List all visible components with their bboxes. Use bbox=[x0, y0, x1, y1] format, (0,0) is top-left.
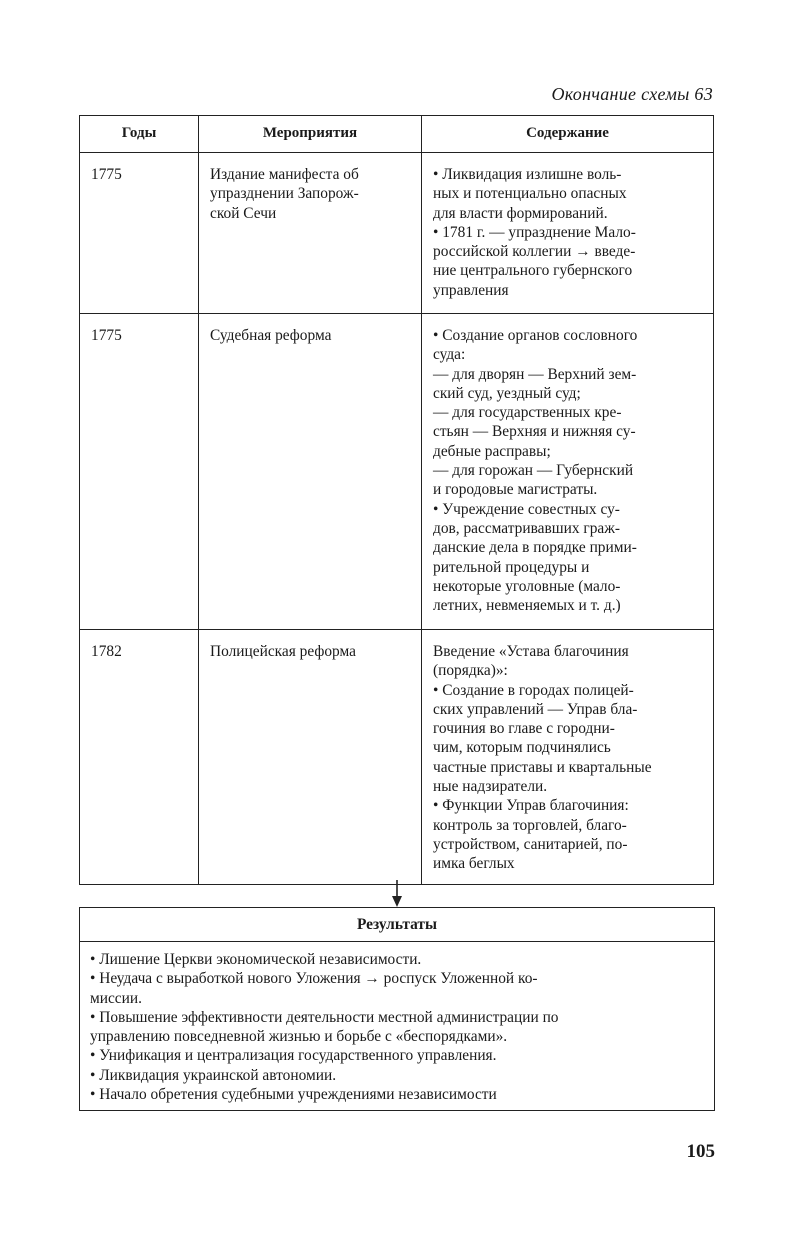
page-number: 105 bbox=[686, 1141, 715, 1162]
list-item: • Унификация и централизация государственного управления. bbox=[90, 1047, 497, 1065]
results-title: Результаты bbox=[80, 908, 714, 942]
list-item: • Начало обретения судебными учреждениями независимости bbox=[90, 1086, 497, 1104]
list-item: управлению повседневной жизнью и борьбе с «беспорядками». bbox=[90, 1028, 508, 1046]
content-cell: • Ликвидация излишне воль- ных и потенциально опасных для власти формирований. • 1781 г. — упразднение Мало- российской коллегии → введе- ние центрального губернского управления bbox=[422, 153, 714, 314]
table-row bbox=[80, 314, 714, 630]
event-cell: Издание манифеста об упразднении Запорож- ской Сечи bbox=[199, 153, 422, 314]
year-cell: 1782 bbox=[80, 630, 199, 885]
list-item: • Повышение эффективности деятельности местной администрации по bbox=[90, 1008, 559, 1026]
header-years: Годы bbox=[80, 116, 199, 153]
year-cell: 1775 bbox=[80, 314, 199, 630]
content-cell: • Создание органов сословного суда: — для дворян — Верхний зем- ский суд, уездный суд; — для государственных кре- стьян — Верхняя и нижняя су- дебные расправы; — для горожан — Губернский и городовые магистраты. • Учреждение совестных су- дов, рассматривавших граж- данские дела в порядке прими- рительной процедуры и некоторые уголовные (мало- летних, невменяемых и т. д.) bbox=[422, 314, 714, 630]
list-item: • Ликвидация украинской автономии. bbox=[90, 1066, 337, 1084]
list-item: • Лишение Церкви экономической независимости. bbox=[90, 951, 422, 968]
table-row bbox=[80, 153, 714, 314]
list-item: • Неудача с выработкой нового Уложения → роспуск Уложенной ко- bbox=[90, 970, 538, 988]
header-events: Мероприятия bbox=[199, 116, 422, 153]
scheme-caption: Окончание схемы 63 bbox=[551, 84, 713, 104]
year-cell: 1775 bbox=[80, 153, 199, 314]
list-item: миссии. bbox=[90, 989, 142, 1007]
header-content: Содержание bbox=[422, 116, 714, 153]
event-cell: Полицейская реформа bbox=[199, 630, 422, 885]
reforms-table bbox=[79, 115, 714, 885]
table-header-row bbox=[80, 116, 714, 153]
results-list bbox=[80, 942, 714, 1110]
table-row bbox=[80, 630, 714, 885]
arrow-down-icon bbox=[390, 880, 404, 908]
results-box bbox=[79, 907, 715, 1111]
content-cell: Введение «Устава благочиния (порядка)»: • Создание в городах полицей- ских управлений — Управ бла- гочиния во главе с городни- чим, которым подчинялись частные приставы и квартальные ные надзиратели. • Функции Управ благочиния: контроль за торговлей, благо- устройством, санитарией, по- имка беглых bbox=[422, 630, 714, 885]
event-cell: Судебная реформа bbox=[199, 314, 422, 630]
